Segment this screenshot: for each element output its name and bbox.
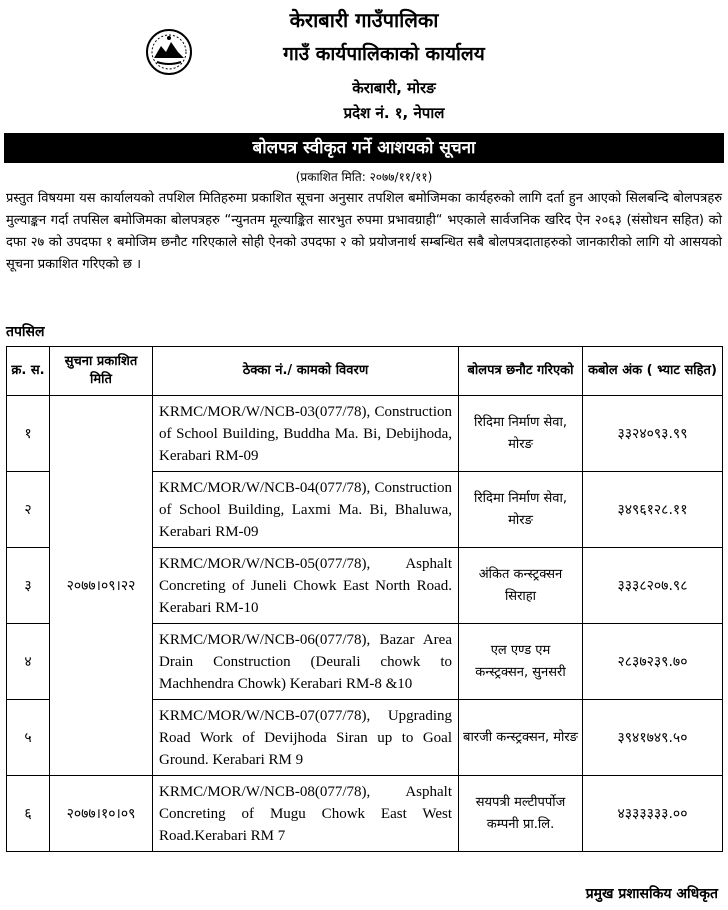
serial-number: ३ [7,548,50,624]
contract-description: KRMC/MOR/W/NCB-07(077/78), Upgrading Road Work of Devijhoda Siran up to Goal Ground. Kerabari RM 9 [153,700,459,776]
header-serial-number: क्र. स. [7,347,50,396]
contract-description: KRMC/MOR/W/NCB-08(077/78), Asphalt Concreting of Mugu Chowk East West Road.Kerabari RM 7 [153,776,459,852]
selected-bidder: अंकित कन्स्ट्रक्सन सिराहा [459,548,583,624]
header-bid-amount: कबोल अंक ( भ्याट सहित) [583,347,723,396]
serial-number: ६ [7,776,50,852]
bid-amount: ३४९६१२८.११ [583,472,723,548]
notice-header [0,0,728,130]
contract-description: KRMC/MOR/W/NCB-06(077/78), Bazar Area Drain Construction (Deurali chowk to Machhendra Chowk) Kerabari RM-8 &10 [153,624,459,700]
notice-date: २०७७।०९।२२ [50,396,153,776]
published-date: (प्रकाशित मिति: २०७७/११/११) [295,170,433,184]
selected-bidder: रिदिमा निर्माण सेवा, मोरङ [459,396,583,472]
serial-number: ५ [7,700,50,776]
header-notice-date: सुचना प्रकाशित मिति [50,347,153,396]
header-selected-bidder: बोलपत्र छनौट गरिएको [459,347,583,396]
bid-amount: ३३२४०९३.९९ [583,396,723,472]
office-name: गाउँ कार्यपालिकाको कार्यालय [283,43,485,65]
header-contract-description: ठेक्का नं./ कामको विवरण [153,347,459,396]
serial-number: १ [7,396,50,472]
selected-bidder: सयपत्री मल्टीपर्पोज कम्पनी प्रा.लि. [459,776,583,852]
contract-description: KRMC/MOR/W/NCB-05(077/78), Asphalt Concreting of Juneli Chowk East North Road. Kerabari RM-10 [153,548,459,624]
notice-title-banner: बोलपत्र स्वीकृत गर्ने आशयको सूचना [4,133,724,163]
office-location: केराबारी, मोरङ [352,79,436,97]
bid-amount: ३९४१७४९.५० [583,700,723,776]
serial-number: २ [7,472,50,548]
contract-description: KRMC/MOR/W/NCB-04(077/78), Construction of School Building, Laxmi Ma. Bi, Bhaluwa, Kerabari RM-09 [153,472,459,548]
table-row [7,396,723,472]
bid-amount: ३३३८२०७.९८ [583,548,723,624]
serial-number: ४ [7,624,50,700]
selected-bidder: एल एण्ड एम कन्स्ट्रक्सन, सुनसरी [459,624,583,700]
signatory-title: प्रमुख प्रशासकिय अधिकृत [585,886,718,902]
intro-paragraph: प्रस्तुत विषयमा यस कार्यालयको तपशिल मितिहरुमा प्रकाशित सूचना अनुसार तपशिल बमोजिमका कार्यहरुको लागि दर्ता हुन आएको सिलबन्दि बोलपत्रहरु मुल्याङ्कन गर्दा तपसिल बमोजिमका बोलपत्रहरु “न्युनतम मूल्याङ्कित सारभुत रुपमा प्रभावग्राही“ भएकाले सार्वजनिक खरिद ऐन २०६३ (संसोधन सहित) को दफा २७ को उपदफा १ बमोजिम छनौट गरिएकाले सोही ऐनको उपदफा २ को प्रयोजनार्थ सम्बन्धित सबै बोलपत्रदाताहरुको जानकारीको लागि यो आसयको सूचना प्रकाशित गरिएको छ । [6,191,722,272]
municipality-name: केराबारी गाउँपालिका [289,8,439,32]
notice-date: २०७७।१०।०९ [50,776,153,852]
contract-description: KRMC/MOR/W/NCB-03(077/78), Construction of School Building, Buddha Ma. Bi, Debijhoda, Kerabari RM-09 [153,396,459,472]
bid-amount: २८३७२३९.७० [583,624,723,700]
details-label: तपसिल [6,324,45,340]
selected-bidder: बारजी कन्स्ट्रक्सन, मोरङ [459,700,583,776]
selected-bidder: रिदिमा निर्माण सेवा, मोरङ [459,472,583,548]
contracts-table [6,346,723,852]
bid-amount: ४३३३३३३.०० [583,776,723,852]
table-header-row [7,347,723,396]
table-row [7,776,723,852]
province-country: प्रदेश नं. १, नेपाल [343,104,445,122]
